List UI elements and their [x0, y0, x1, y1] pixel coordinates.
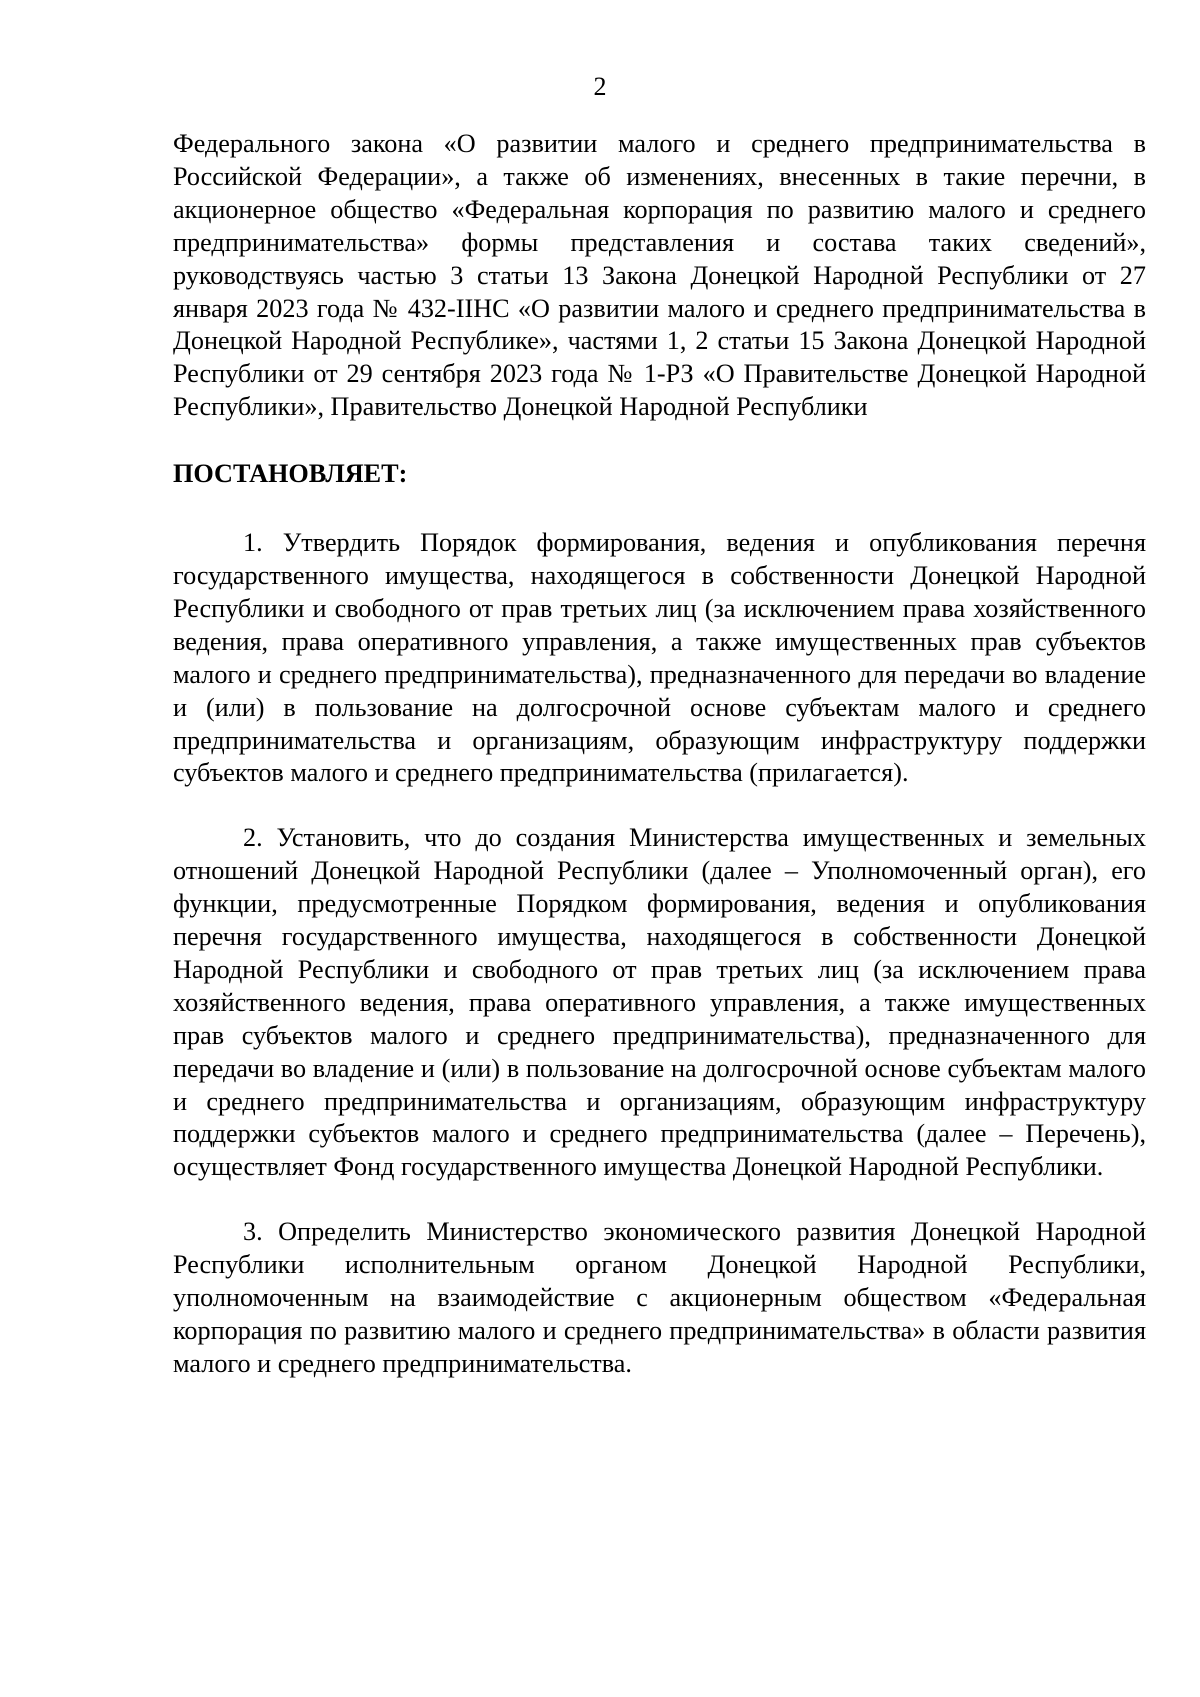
item-2-paragraph: 2. Установить, что до создания Министерства имущественных и земельных отношений Донецкой Народной Республики (далее – Уполномоченный орган), его функции, предусмотренные Порядком формирования, ведения и опубликования перечня государственного имущества, находящегося в собственности Донецкой Народной Республики и свободного от прав третьих лиц (за исключением права хозяйственного ведения, права оперативного управления, а также имущественных прав субъектов малого и среднего предпринимательства), предназначенного для передачи во владение и (или) в пользование на долгосрочной основе субъектам малого и среднего предпринимательства и организациям, образующим инфраструктуру поддержки субъектов малого и среднего предпринимательства (далее – Перечень), осуществляет Фонд государственного имущества Донецкой Народной Республики.: [173, 823, 1146, 1182]
item-1-paragraph: 1. Утвердить Порядок формирования, ведения и опубликования перечня государственного имущества, находящегося в собственности Донецкой Народной Республики и свободного от прав третьих лиц (за исключением права хозяйственного ведения, права оперативного управления, а также имущественных прав субъектов малого и среднего предпринимательства), предназначенного для передачи во владение и (или) в пользование на долгосрочной основе субъектам малого и среднего предпринимательства и организациям, образующим инфраструктуру поддержки субъектов малого и среднего предпринимательства (прилагается).: [173, 528, 1146, 788]
paragraph-gap: [173, 1184, 1146, 1216]
document-body: [173, 128, 1146, 1381]
paragraph-gap: [173, 790, 1146, 822]
intro-paragraph: Федерального закона «О развитии малого и среднего предпринимательства в Российской Федерации», а также об изменениях, внесенных в такие перечни, в акционерное общество «Федеральная корпорация по развитию малого и среднего предпринимательства» формы представления и состава таких сведений», руководствуясь частью 3 статьи 13 Закона Донецкой Народной Республики от 27 января 2023 года № 432-IIНС «О развитии малого и среднего предпринимательства в Донецкой Народной Республике», частями 1, 2 статьи 15 Закона Донецкой Народной Республики от 29 сентября 2023 года № 1-РЗ «О Правительстве Донецкой Народной Республики», Правительство Донецкой Народной Республики: [173, 129, 1146, 422]
item-3-paragraph: 3. Определить Министерство экономического развития Донецкой Народной Республики исполнительным органом Донецкой Народной Республики, уполномоченным на взаимодействие с акционерным обществом «Федеральная корпорация по развитию малого и среднего предпринимательства» в области развития малого и среднего предпринимательства.: [173, 1217, 1146, 1378]
resolution-heading: ПОСТАНОВЛЯЕТ:: [173, 459, 408, 489]
page-number: 2: [593, 72, 607, 101]
